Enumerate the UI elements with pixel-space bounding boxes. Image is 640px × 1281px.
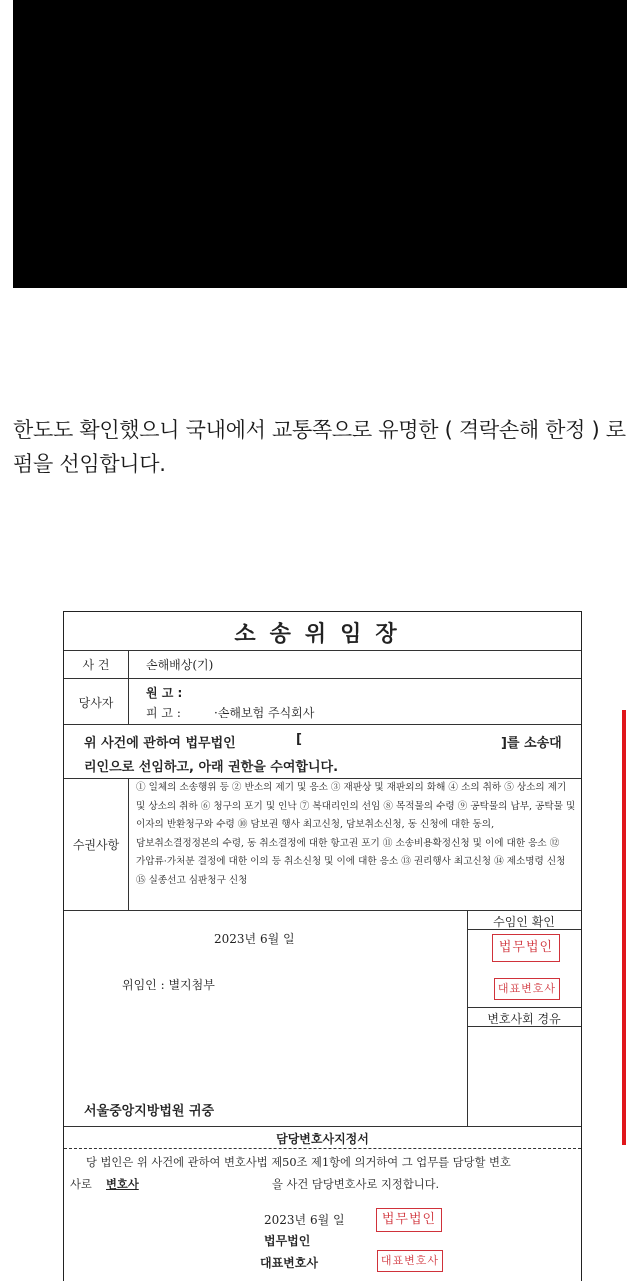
date-text: 2023년 6월 일 [214,932,295,946]
divider [64,1126,581,1127]
post-text-line-1: 한도도 확인했으니 국내에서 교통쪽으로 유명한 ( 격락손해 한정 ) 로 [13,418,626,442]
divider [467,1007,581,1008]
representative-seal-stamp: 대표변호사 [494,978,560,1000]
delegation-bracket: [ [296,732,302,747]
acceptance-header: 수임인 확인 [493,915,555,929]
document-title: 소송위임장 [234,622,411,647]
bar-association-header: 변호사회 경유 [487,1012,561,1026]
delegation-text-line2: 리인으로 선임하고, 아래 권한을 수여합니다. [84,760,339,775]
post-text-line-2: 펌을 선임합니다. [13,452,166,476]
power-of-attorney-document [63,611,582,1281]
defendant-value: ·손해보험 주식회사 [214,706,315,720]
designation-text-line2a: 사로 [70,1178,92,1191]
divider [64,910,581,911]
firm-label: 법무법인 [264,1234,311,1248]
delegation-text-a: 위 사건에 관하여 법무법인 [84,736,236,751]
divider [64,1148,581,1149]
red-scroll-indicator [622,710,626,1145]
party-label: 당사자 [78,696,114,710]
firm-seal-stamp: 법무법인 [492,934,560,962]
redacted-image-block [13,0,627,288]
powers-text: ① 일체의 소송행위 등 ② 반소의 제기 및 응소 ③ 재판상 및 재판외의 화해 ④ 소의 취하 ⑤ 상소의 제기 및 상소의 취하 ⑥ 청구의 포기 및 인낙 ⑦ 복대리인의 선임 ⑧ 목적물의 수령 ⑨ 공탁물의 납부, 공탁물 및 이자의 반환청구와 수령 ⑩ 담보권 행사 최고신청, 담보취소신청, 동 신청에 대한 동의, 담보취소결정정본의 수령, 동 취소결정에 대한 항고권 포기 ⑪ 소송비용확정신청 및 이에 대한 응소 ⑫ 가압류·가처분 결정에 대한 이의 등 취소신청 및 이에 대한 응소 ⑬ 권리행사 최고신청 ⑭ 제소명령 신청 ⑮ 실종선고 심판청구 신청 [136,782,576,886]
divider [64,724,581,725]
firm-seal-stamp-2: 법무법인 [376,1208,442,1232]
divider [64,650,581,651]
delegation-text-b: ]를 소송대 [501,736,562,751]
powers-label: 수권사항 [72,838,120,852]
case-value: 손해배상(기) [146,658,214,672]
defendant-label: 피 고 : [146,706,181,720]
divider [64,678,581,679]
case-label: 사 건 [82,658,110,672]
delegator-text: 위임인 : 별지첨부 [122,978,215,992]
designation-date: 2023년 6월 일 [264,1213,345,1227]
designation-lawyer: 변호사 [106,1178,139,1191]
column-line [128,650,129,724]
representative-label: 대표변호사 [260,1256,318,1270]
post-paragraph [13,413,633,481]
designation-text-line1: 당 법인은 위 사건에 관하여 변호사법 제50조 제1항에 의거하여 그 업무를 담당할 변호 [86,1156,511,1169]
designation-title: 담당변호사지정서 [276,1132,369,1146]
plaintiff-label: 원 고 : [146,686,183,700]
designation-text-line2b: 을 사건 담당변호사로 지정합니다. [272,1178,440,1191]
court-name: 서울중앙지방법원 귀중 [84,1104,215,1119]
column-line [128,778,129,910]
representative-seal-stamp-2: 대표변호사 [377,1250,443,1272]
